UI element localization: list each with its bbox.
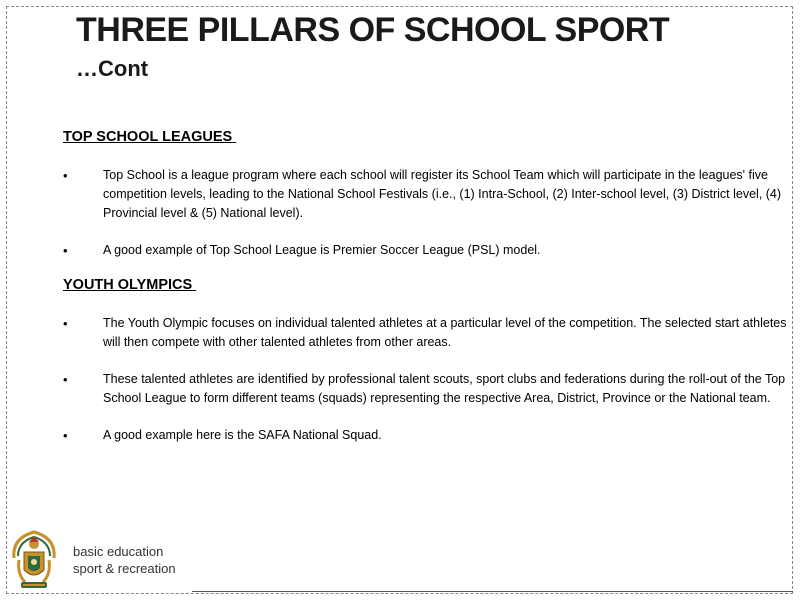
bullet-text: Top School is a league program where each school will register its School Team which will participate in the leagues' five competition levels, leading to the National School Festivals (i.e., (1) Intra-School, (2) Inter-school level, (3) District level, (4) Provincial level & (5) National level). bbox=[103, 168, 782, 220]
bullet-icon: • bbox=[63, 168, 68, 183]
bullet-icon: • bbox=[63, 243, 68, 258]
slide-subtitle: …Cont bbox=[76, 56, 149, 81]
bullet-text: A good example of Top School League is Premier Soccer League (PSL) model. bbox=[103, 243, 541, 257]
bullet-item bbox=[63, 241, 793, 260]
bullet-text: A good example here is the SAFA National Squad. bbox=[103, 428, 382, 442]
bullet-item bbox=[63, 166, 793, 223]
section-heading-youth-olympics: YOUTH OLYMPICS bbox=[63, 277, 197, 293]
footer-line-2: sport & recreation bbox=[73, 561, 176, 576]
slide-title: THREE PILLARS OF SCHOOL SPORT bbox=[76, 11, 670, 49]
footer-line-1: basic education bbox=[73, 544, 164, 559]
bullet-icon: • bbox=[63, 372, 68, 387]
bullet-icon: • bbox=[63, 316, 68, 331]
footer-divider bbox=[192, 591, 793, 592]
bullet-text: These talented athletes are identified by professional talent scouts, sport clubs and federations during the roll-out of the Top School League to form different teams (squads) representing the respective Area, District, Province or the National team. bbox=[103, 372, 786, 405]
footer-brand bbox=[73, 543, 176, 577]
bullet-item bbox=[63, 426, 793, 445]
slide-content bbox=[63, 128, 793, 445]
bullet-item bbox=[63, 370, 793, 408]
bullet-text: The Youth Olympic focuses on individual talented athletes at a particular level of the competition. The selected start athletes will then compete with other talented athletes from other areas. bbox=[103, 316, 787, 349]
section-heading-top-school-leagues: TOP SCHOOL LEAGUES bbox=[63, 129, 237, 145]
bullet-item bbox=[63, 314, 793, 352]
coat-of-arms-icon bbox=[9, 528, 59, 591]
bullet-icon: • bbox=[63, 428, 68, 443]
